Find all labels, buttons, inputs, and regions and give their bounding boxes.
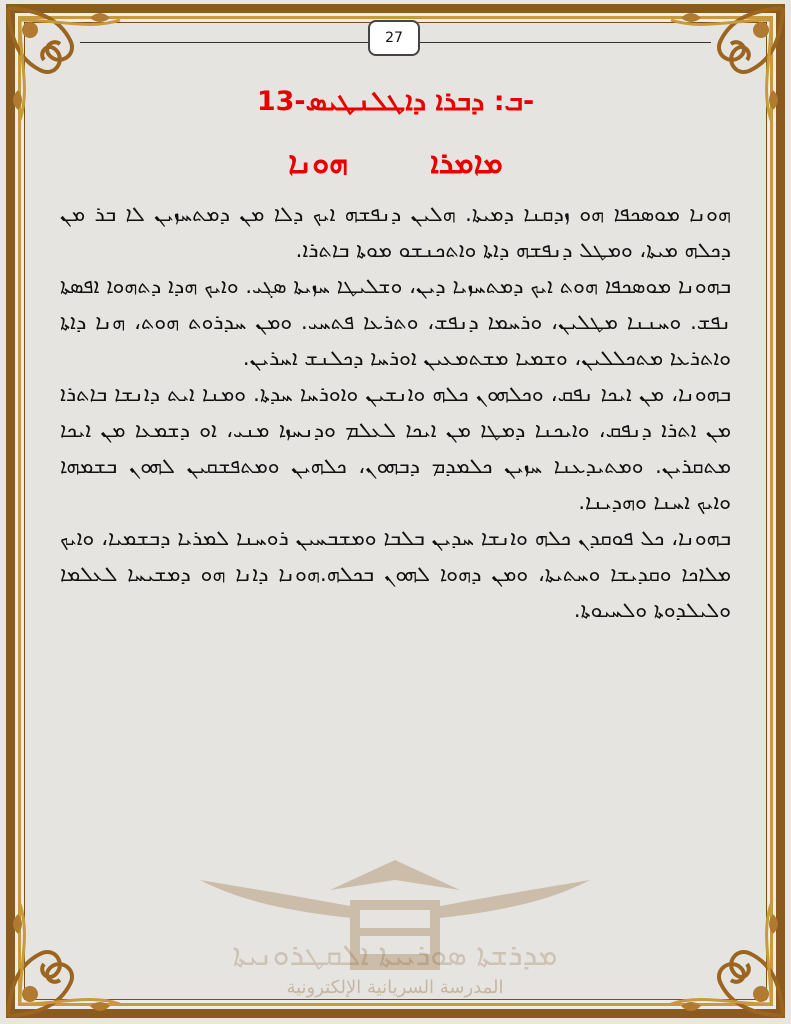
subtitle-right: ܡܐܡܪܐ xyxy=(430,146,503,181)
corner-ornament-icon xyxy=(641,874,791,1024)
paragraph: ܒܗܘܢܐ، ܟܠ ܦܘܩܕܢ ܟܠܗ ܘܐܢܫܐ ܚܕܝܢ ܒܠܒܐ ܘܡܫܒܚܝܢ ܪܘܚܢܐ ܠܡܪܝܐ ܕܒܫܡܝܐ، ܘܐܝܟ ܡܠܐܟܐ ܘܩܕܝܫܐ ܘܚܬܝܬܐ، ܘܡܢ ܕܗܘܐ ܠܗܘܢ ܒܟܠܗ.ܗܘܢܐ ܕܐܢܐ ܗܘ ܕܡܫܝܚܐ ܠܥܠܡܐ ܘܠܝܠܕܘܬܐ ܘܠܚܝܘܬܐ. xyxy=(60,526,731,622)
subtitle-left: ܗܘܢܐ xyxy=(288,146,348,181)
paragraph: ܒܗܘܢܐ ܡܘܣܟܦܐ ܗܘܬ ܐܝܟ ܕܡܬܚܙܝܐ ܕܝܢ، ܘܫܠܝܛܐ ܚܙܝܬܐ ܣܓܝ. ܘܐܝܟ ܗܕܐ ܕܬܗܘܐ ܐܦܣܬܐ ܢܦܫ. ܘܚܢܢܐ ܡܛܠܝܢ، ܘܪܚܡܐ ܕܢܦܫ، ܘܬܪܥܐ ܦܬܚܝ. ܘܡܢ ܚܕܪܘܬ ܗܘܬ، ܗܢܐ ܕܐܬܐ ܘܐܬܪܥܐ ܡܬܟܠܠܝܢ، ܘܫܡܝܐ ܡܫܬܡܥܝܢ ܐܘܪܚܐ ܕܟܠܢܫ ܐܚܪܝܢ. xyxy=(60,274,731,370)
corner-ornament-icon xyxy=(641,0,791,150)
paragraph: ܗܘܢܐ ܡܘܣܟܦܐ ܗܘ ܙܕܩܢܐ ܕܡܝܬܐ. ܗܠܝܢ ܕܢܦܫܗ ܐܝܟ ܕܠܐ ܡܢ ܕܡܬܚܙܝܢ ܠܐ ܒܪ ܡܢ ܕܟܠܗ ܡܝܬܐ، ܘܡܛܠ ܕܢܦܫܗ ܕܐܬܐ ܘܐܬܟܢܫܘ ܡܘܬܐ ܒܐܬܪܐ. xyxy=(60,202,731,262)
watermark-arabic: المدرسة السريانية الإلكترونية xyxy=(286,977,504,998)
section-subtitle xyxy=(60,146,731,181)
body-text xyxy=(60,196,731,628)
chapter-title: ܒ: ܕܒܪܐ ܕܐܛܠܢܛܝܣ-13- xyxy=(256,86,535,117)
watermark-syriac: ܡܕܪܫܬܐ ܣܘܪܝܝܬܐ ܐܠܩܛܪܘܢܝܬܐ xyxy=(232,938,558,973)
corner-ornament-icon xyxy=(0,874,150,1024)
page-number: 27 xyxy=(368,20,420,56)
corner-ornament-icon xyxy=(0,0,150,150)
paragraph: ܒܗܘܢܐ، ܡܢ ܐܝܟܐ ܢܦܩ، ܘܟܠܗܘܢ ܟܠܗ ܘܐܢܫܝܢ ܘܐܘܪܚܐ ܚܕܬܐ. ܘܡܢܐ ܐܝܬ ܕܐܢܫܐ ܒܐܬܪܐ ܡܢ ܐܬܪܐ ܕܢܦܩ، ܘܐܝܟܢܐ ܕܡܛܐ ܡܢ ܐܝܟܐ ܠܥܠܡ ܘܕܢܚܙܐ ܡܢܝ، ܐܘ ܕܫܡܥܐ ܡܢ ܐܝܟܐ ܡܬܩܪܝܢ. ܘܡܬܝܕܥܢܐ ܚܙܝܢ ܟܠܡܕܡ ܕܒܗܘܢ، ܟܠܗܝܢ ܘܡܬܦܫܩܝܢ ܠܗܘܢ ܒܫܡܗܐ ܘܐܝܟ ܐܚܢܐ ܘܗܕܝܢܐ. xyxy=(60,382,731,514)
